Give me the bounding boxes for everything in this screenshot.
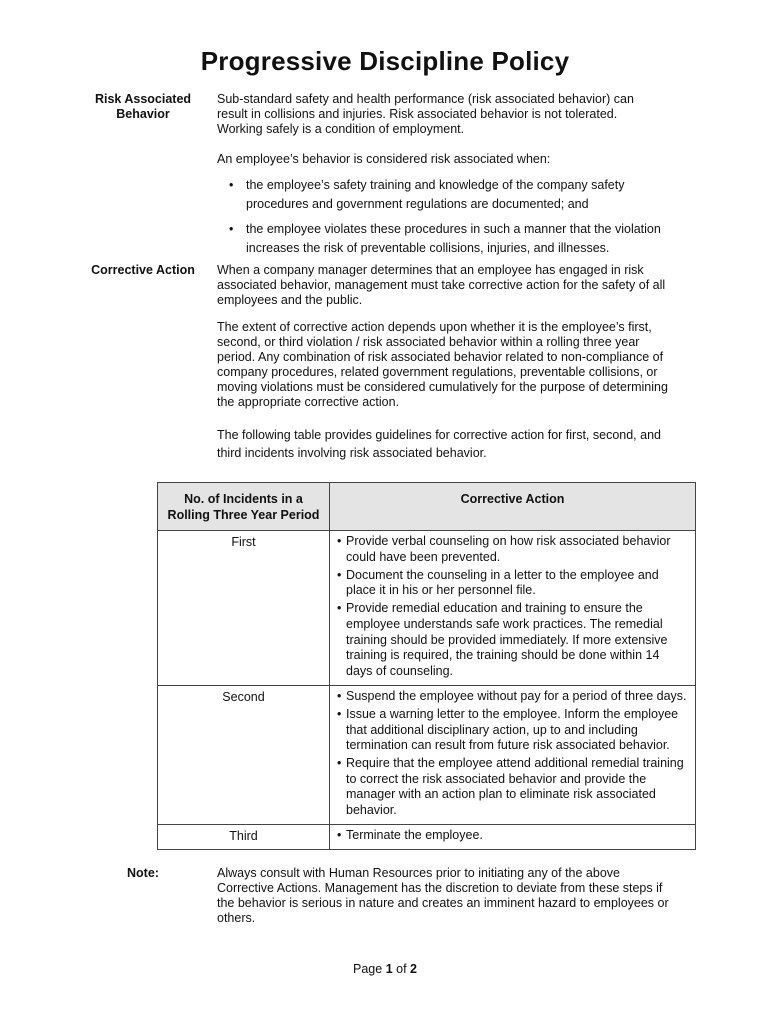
risk-label-line2: Behavior — [116, 107, 170, 121]
list-item: • the employee violates these procedures in such a manner that the violation increases the risk of preventable collisions, injuries, and illnesses. — [217, 220, 672, 257]
list-item: • Require that the employee attend additional remedial training to correct the risk associated behavior and provide the manager with an action plan to eliminate risk associated behavior. — [336, 756, 689, 818]
header-corrective-action: Corrective Action — [330, 483, 696, 531]
page-middle: of — [392, 962, 411, 976]
risk-paragraph-2: An employee’s behavior is considered risk associated when: — [217, 152, 551, 166]
table-row — [158, 825, 696, 850]
table-row — [158, 685, 696, 824]
table-header-row — [158, 483, 696, 531]
corrective-paragraph-1: When a company manager determines that an employee has engaged in risk associated behavior, management must take corrective action for the safety of all employees and the public. — [217, 263, 666, 307]
note-text: Always consult with Human Resources prior to initiating any of the above Corrective Actions. Management has the discretion to deviate from these steps if the behavior is serious in nature and creates an imminent hazard to employees or others. — [217, 866, 669, 925]
section-label-corrective: Corrective Action — [91, 263, 195, 277]
header-incidents: No. of Incidents in a Rolling Three Year Period — [158, 483, 330, 531]
list-item: • Document the counseling in a letter to the employee and place it in his or her personnel file. — [336, 568, 689, 599]
actions-cell — [330, 685, 696, 824]
incident-cell: Third — [158, 825, 330, 850]
corrective-action-table — [157, 482, 696, 850]
page-current: 1 — [385, 962, 393, 976]
section-label-risk — [90, 92, 196, 122]
actions-list — [336, 689, 689, 819]
page-total: 2 — [410, 962, 417, 976]
page-number — [0, 962, 770, 976]
list-item: • the employee’s safety training and knowledge of the company safety procedures and government regulations are documented; and — [217, 176, 672, 213]
risk-label-line1: Risk Associated — [94, 92, 192, 106]
table-row — [158, 531, 696, 686]
page-prefix: Page — [353, 962, 386, 976]
list-item: • Suspend the employee without pay for a period of three days. — [336, 689, 689, 705]
risk-paragraph-1: Sub-standard safety and health performance (risk associated behavior) can result in collisions and injuries. Risk associated behavior is not tolerated. Working safely is a condition of employment. — [217, 92, 634, 136]
incident-cell: First — [158, 531, 330, 686]
incident-cell: Second — [158, 685, 330, 824]
corrective-paragraph-3: The following table provides guidelines for corrective action for first, second, and third incidents involving risk associated behavior. — [217, 428, 661, 460]
list-item: • Terminate the employee. — [336, 828, 689, 844]
actions-list — [336, 828, 689, 844]
actions-cell — [330, 531, 696, 686]
risk-criteria-list — [217, 176, 672, 264]
page-title: Progressive Discipline Policy — [200, 46, 570, 76]
list-item: • Issue a warning letter to the employee. Inform the employee that additional disciplinary action, up to and including termination can result from future risk associated behavior. — [336, 707, 689, 754]
list-item: • Provide verbal counseling on how risk associated behavior could have been prevented. — [336, 534, 689, 565]
list-item: • Provide remedial education and training to ensure the employee understands safe work practices. The remedial training should be provided immediately. If more extensive training is required, the training should be done within 14 days of counseling. — [336, 601, 689, 679]
note-label: Note: — [127, 866, 159, 880]
actions-list — [336, 534, 689, 679]
corrective-paragraph-2: The extent of corrective action depends upon whether it is the employee’s first, second, or third violation / risk associated behavior within a rolling three year period. Any combination of risk associated behavior related to non-compliance of company procedures, related government regulations, preventable collisions, or moving violations must be considered cumulatively for the purpose of determining the appropriate corrective action. — [217, 320, 668, 409]
actions-cell — [330, 825, 696, 850]
